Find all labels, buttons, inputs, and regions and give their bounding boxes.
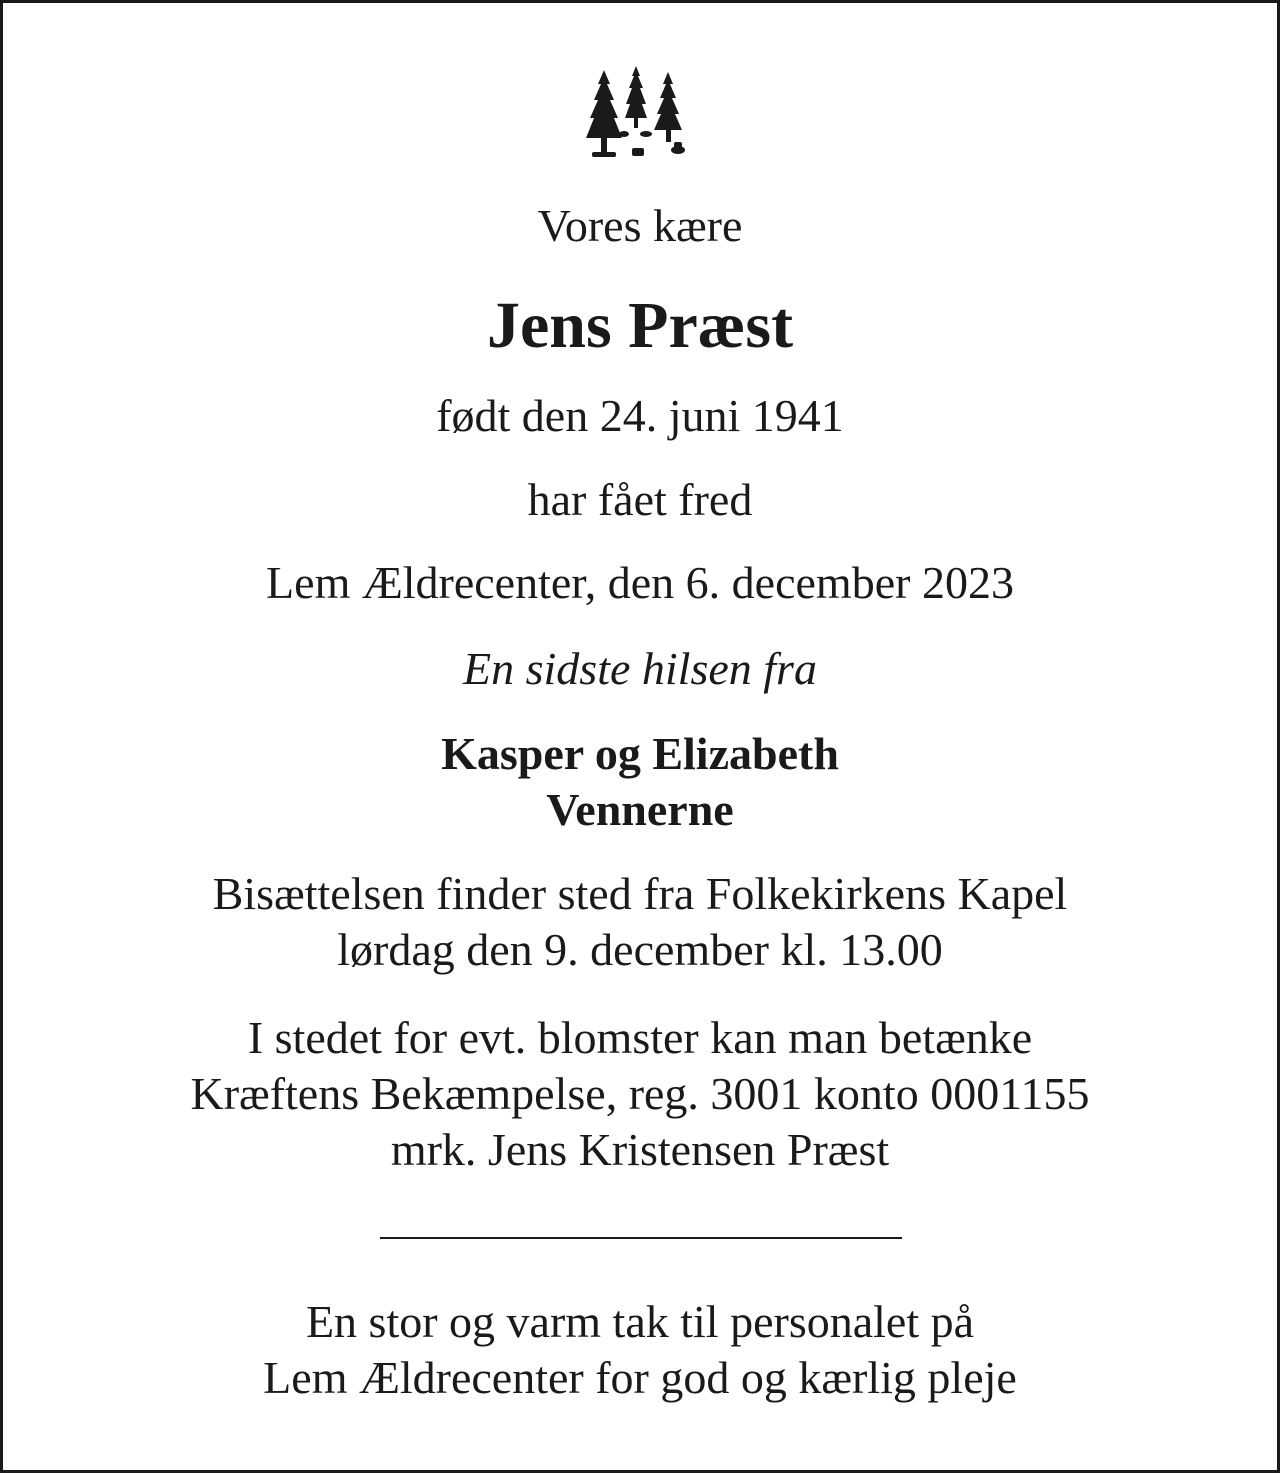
mourner-name: Kasper og Elizabeth	[441, 728, 839, 779]
death-place-date: Lem Ældrecenter, den 6. december 2023	[266, 557, 1014, 608]
thanks-line: En stor og varm tak til personalet på	[305, 1296, 975, 1347]
pine-trees-icon	[580, 62, 700, 172]
donation-line: Kræftens Bekæmpelse, reg. 3001 konto 0001155	[190, 1068, 1090, 1119]
birth-date: født den 24. juni 1941	[436, 390, 844, 441]
deceased-name: Jens Præst	[486, 289, 794, 362]
funeral-location: Bisættelsen finder sted fra Folkekirkens Kapel	[212, 868, 1068, 919]
greeting-text: En sidste hilsen fra	[463, 643, 817, 694]
thanks-line: Lem Ældrecenter for god og kærlig pleje	[263, 1352, 1017, 1403]
donation-line: mrk. Jens Kristensen Præst	[390, 1124, 890, 1175]
intro-text: Vores kære	[537, 200, 743, 251]
passed-away-text: har fået fred	[527, 474, 753, 525]
divider	[380, 1237, 902, 1239]
funeral-time: lørdag den 9. december kl. 13.00	[337, 924, 943, 975]
donation-line: I stedet for evt. blomster kan man betænke	[247, 1012, 1033, 1063]
mourner-name: Vennerne	[546, 784, 734, 835]
